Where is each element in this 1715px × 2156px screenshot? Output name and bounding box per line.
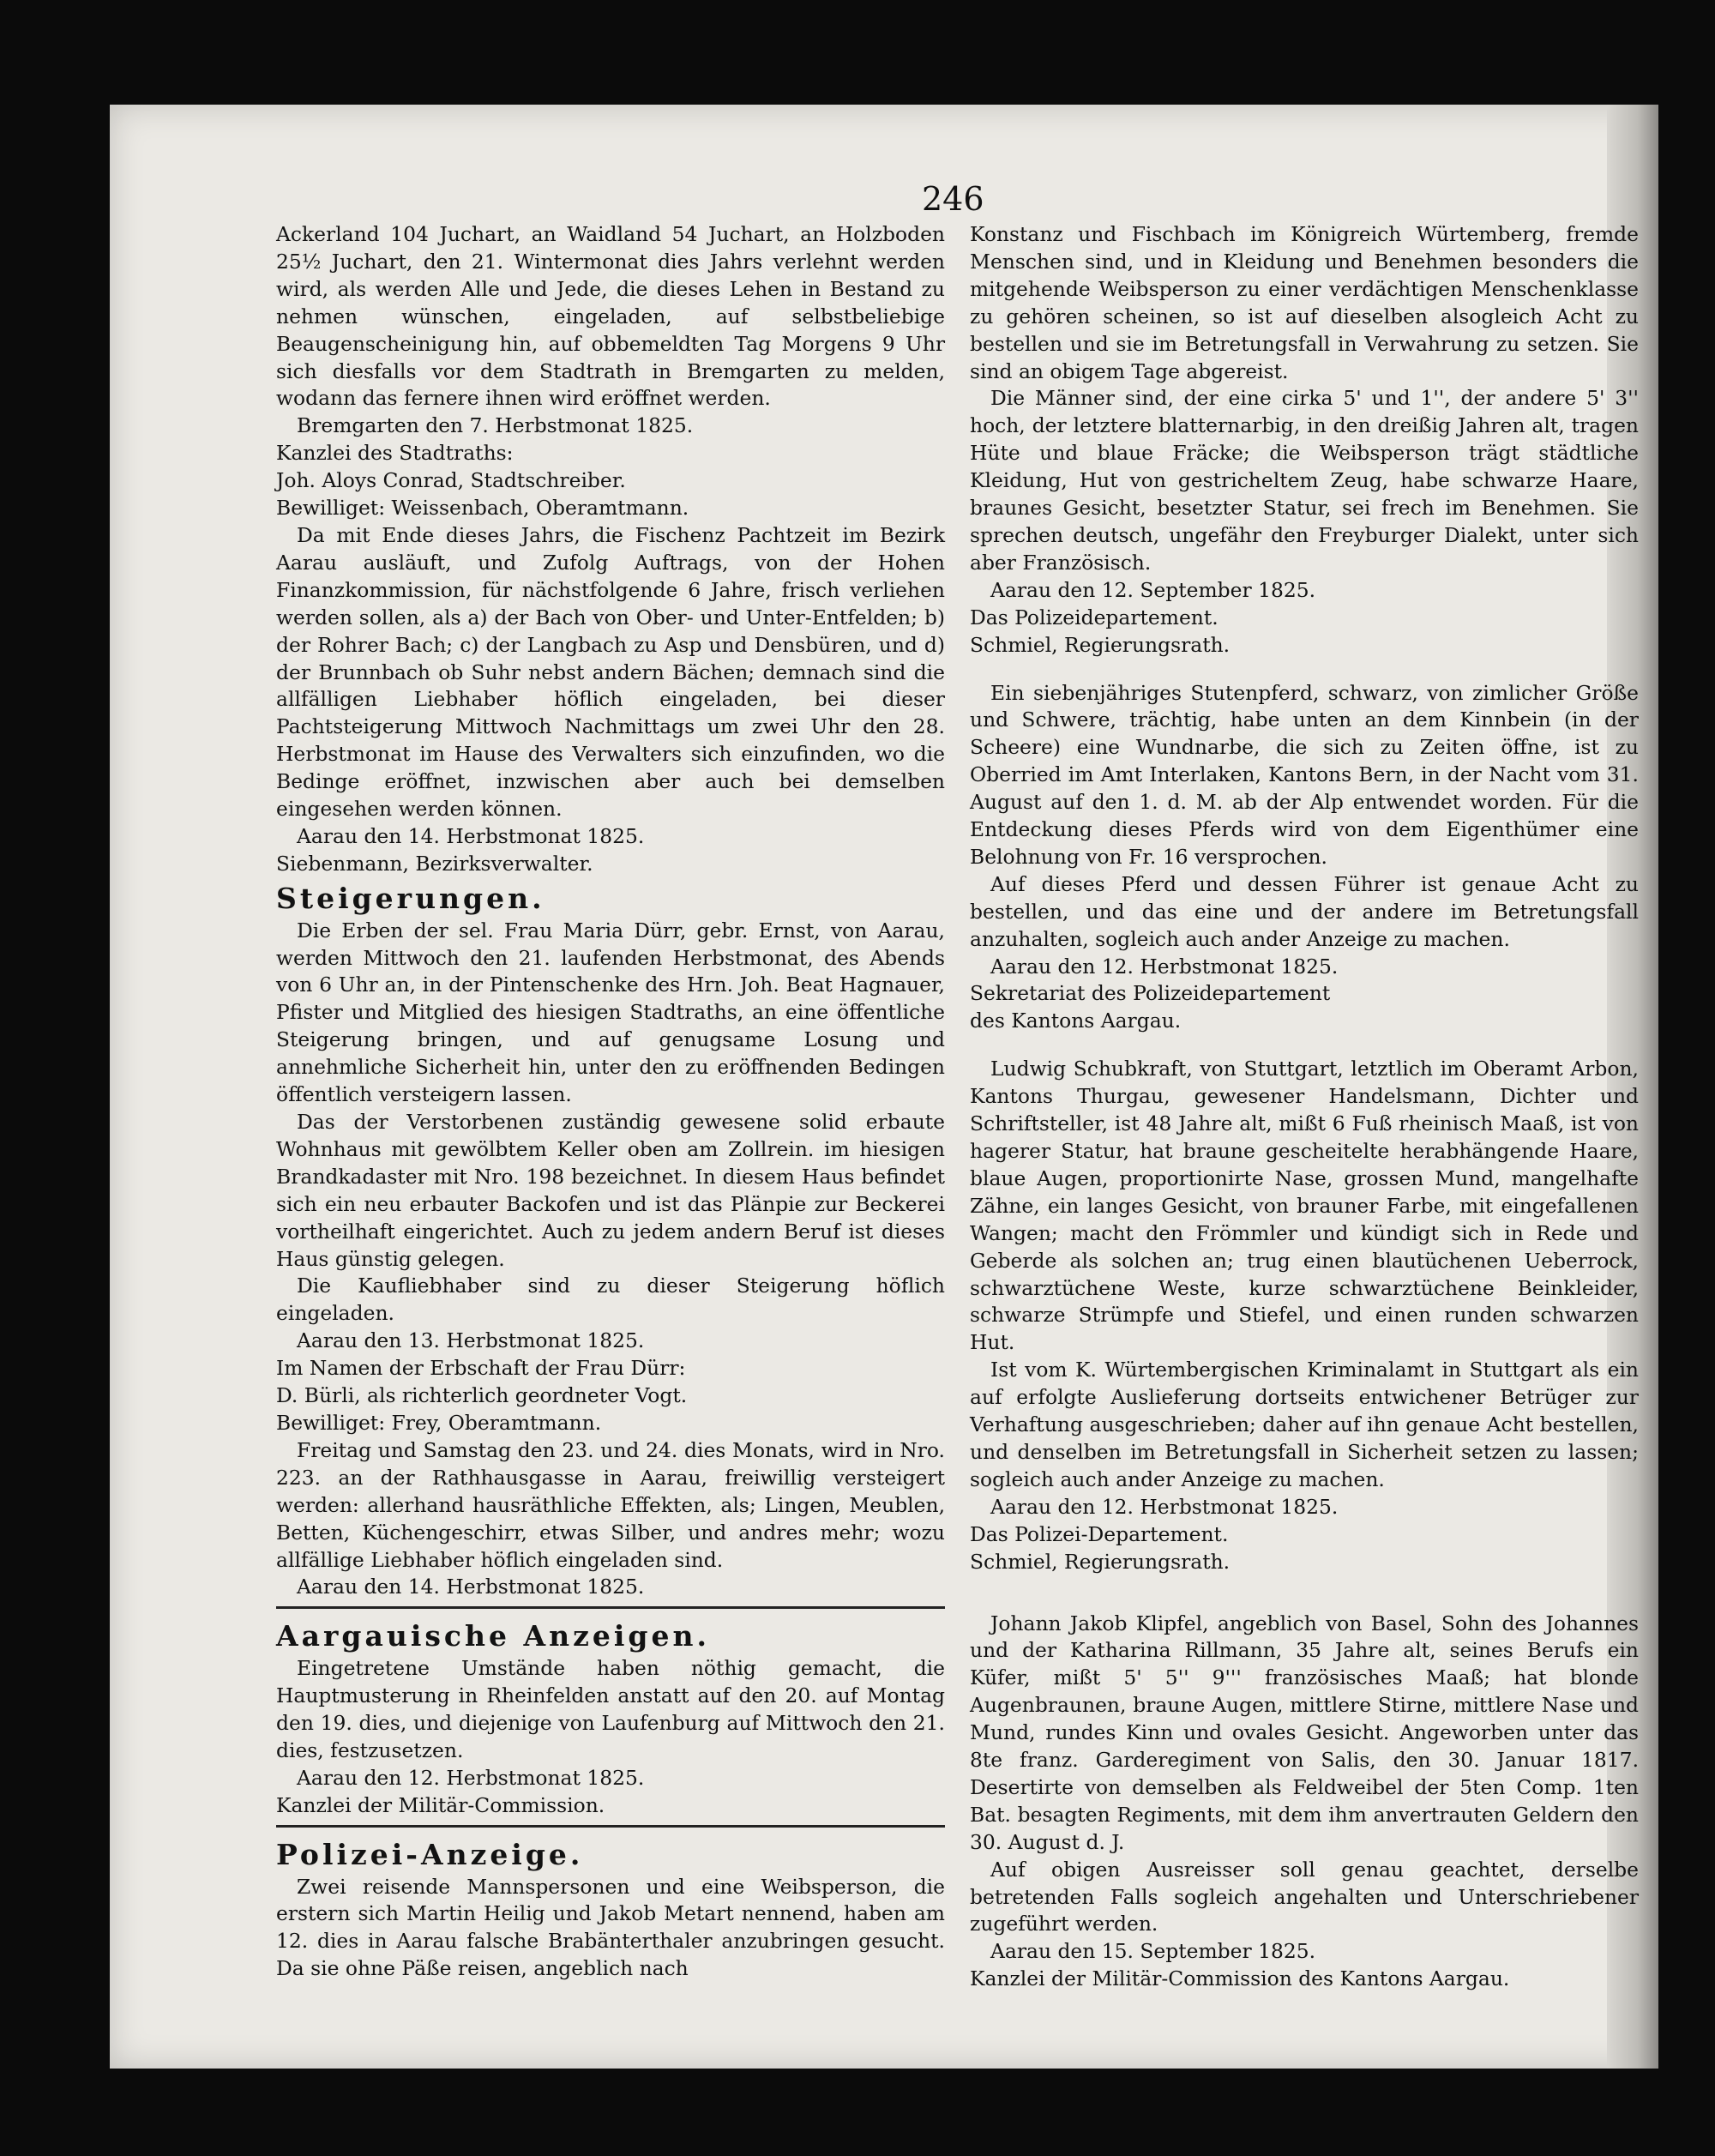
signature-line: Schmiel, Regierungsrath. [970,1549,1231,1574]
signature-line: Kanzlei der Militär-Commission. [276,1792,605,1817]
section-rule [276,1825,945,1828]
text-paragraph: Aarau den 15. September 1825. [990,1939,1316,1964]
signature-line: Siebenmann, Bezirksverwalter. [276,851,593,876]
section-heading: Steigerungen. [276,881,545,915]
spacer [970,659,1639,680]
right-column [970,221,1639,1993]
signature-line: D. Bürli, als richterlich geordneter Vogt. [276,1383,688,1408]
text-paragraph: Ist vom K. Würtembergischen Kriminalamt in Stuttgart als ein auf erfolgte Auslieferung dortseits entwichener Betrüger zur Verhaftung ausgeschrieben; daher auf ihn genaue Acht bestellen, und denselben im Betretungsfall in Sicherheit setzen zu lassen; sogleich auch ander Anzeige zu machen. [970,1358,1639,1491]
text-paragraph: Auf dieses Pferd und dessen Führer ist genaue Acht zu bestellen, und das eine und der andere im Betretungsfall anzuhalten, sogleich auch ander Anzeige zu machen. [970,871,1639,951]
text-paragraph: Aarau den 13. Herbstmonat 1825. [297,1328,645,1353]
section-heading: Polizei-Anzeige. [276,1837,584,1871]
text-paragraph: Bremgarten den 7. Herbstmonat 1825. [297,413,694,438]
left-column [276,221,945,1983]
text-paragraph: Die Männer sind, der eine cirka 5' und 1'', der andere 5' 3'' hoch, der letztere blatternarbig, in den dreißig Jahren alt, tragen Hüte und blaue Fräcke; die Weibsperson trägt städtliche Kleidung, Hut von gestricheltem Zeug, habe schwarze Haare, braunes Gesicht, besetzter Statur, sei frech im Benehmen. Sie sprechen deutsch, ungefähr den Freyburger Dialekt, unter sich aber Französisch. [970,386,1639,575]
text-paragraph: Ein siebenjähriges Stutenpferd, schwarz, von zimlicher Größe und Schwere, trächtig, habe unten an dem Kinnbein (in der Scheere) eine Wundnarbe, die sich zu Zeiten öffne, ist zu Oberried im Amt Interlaken, Kantons Bern, in der Nacht vom 31. August auf den 1. d. M. ab der Alp entwendet worden. Für die Entdeckung dieses Pferds wird von dem Eigenthümer eine Belohnung von Fr. 16 versprochen. [970,680,1639,869]
spacer [970,1576,1639,1611]
signature-line: des Kantons Aargau. [970,1009,1182,1033]
text-paragraph: Aarau den 12. September 1825. [990,577,1316,602]
signature-line: Schmiel, Regierungsrath. [970,632,1231,657]
signature-line: Kanzlei des Stadtraths: [276,441,514,466]
signature-line: Joh. Aloys Conrad, Stadtschreiber. [276,468,626,493]
section-heading: Aargauische Anzeigen. [276,1619,710,1653]
section-rule [276,1606,945,1609]
text-paragraph: Aarau den 12. Herbstmonat 1825. [990,1494,1339,1519]
signature-line: Sekretariat des Polizeidepartement [970,981,1331,1006]
text-paragraph: Aarau den 14. Herbstmonat 1825. [297,1575,645,1599]
text-paragraph: Eingetretene Umstände haben nöthig gemacht, die Hauptmusterung in Rheinfelden anstatt auf den 20. auf Montag den 19. dies, und diejenige von Laufenburg auf Mittwoch den 21. dies, festzusetzen. [276,1656,945,1762]
text-paragraph: Ludwig Schubkraft, von Stuttgart, letztlich im Oberamt Arbon, Kantons Thurgau, gewesener Handelsmann, Dichter und Schriftsteller, ist 48 Jahre alt, mißt 6 Fuß rheinisch Maaß, ist von hagerer Statur, hat braune gescheitelte herabhängende Haare, blaue Augen, proportionirte Nase, grossen Mund, mangelhafte Zähne, ein langes Gesicht, von brauner Farbe, mit eingefallenen Wangen; macht den Frömmler und kündigt sich in Rede und Geberde als solchen an; trug einen blautüchenen Ueberrock, schwarztüchene Weste, kurze schwarztüchene Beinkleider, schwarze Strümpfe und Stiefel, und einen runden schwarzen Hut. [970,1057,1639,1355]
text-paragraph: Freitag und Samstag den 23. und 24. dies Monats, wird in Nro. 223. an der Rathhausgasse in Aarau, freiwillig versteigert werden: allerhand hausräthliche Effekten, als; Lingen, Meublen, Betten, Küchengeschirr, etwas Silber, und andres mehr; wozu allfällige Liebhaber höflich eingeladen sind. [276,1437,945,1572]
text-paragraph: Ackerland 104 Juchart, an Waidland 54 Juchart, an Holzboden 25½ Juchart, den 21. Wintermonat dies Jahrs verlehnt werden wird, als werden Alle und Jede, die dieses Lehen in Bestand zu nehmen wünschen, eingeladen, auf selbstbeliebige Beaugenscheinigung hin, auf obbemeldten Tag Morgens 9 Uhr sich diesfalls vor dem Stadtrath in Bremgarten zu melden, wodann das fernere ihnen wird eröffnet werden. [276,222,945,411]
text-paragraph: Aarau den 14. Herbstmonat 1825. [297,823,645,848]
spacer [970,1035,1639,1056]
text-paragraph: Das der Verstorbenen zuständig gewesene solid erbaute Wohnhaus mit gewölbtem Keller oben am Zollrein. im hiesigen Brandkadaster mit Nro. 198 bezeichnet. In diesem Haus befindet sich ein neu erbauter Backofen und ist das Plänpie zur Beckerei vortheilhaft eingerichtet. Auch zu jedem andern Beruf ist dieses Haus günstig gelegen. [276,1110,945,1271]
signature-line: Das Polizeidepartement. [970,605,1219,629]
signature-line: Im Namen der Erbschaft der Frau Dürr: [276,1356,686,1381]
text-paragraph: Die Kaufliebhaber sind zu dieser Steigerung höflich eingeladen. [276,1274,945,1326]
signature-line: Kanzlei der Militär-Commission des Kantons Aargau. [970,1966,1510,1991]
text-paragraph: Konstanz und Fischbach im Königreich Würtemberg, fremde Menschen sind, und in Kleidung und Benehmen besonders die mitgehende Weibsperson zu einer verdächtigen Menschenklasse zu gehören scheinen, so ist auf dieselben alsogleich Acht zu bestellen und sie im Betretungsfall in Verwahrung zu setzen. Sie sind an obigem Tage abgereist. [970,222,1639,383]
page-number: 246 [922,180,984,218]
text-paragraph: Aarau den 12. Herbstmonat 1825. [990,954,1339,979]
text-paragraph: Auf obigen Ausreisser soll genau geachtet, derselbe betretenden Falls sogleich angehalten und Unterschriebener zugeführt werden. [970,1857,1639,1936]
text-paragraph: Bewilliget: Frey, Oberamtmann. [276,1410,602,1435]
signature-line: Das Polizei-Departement. [970,1521,1229,1546]
text-paragraph: Da mit Ende dieses Jahrs, die Fischenz Pachtzeit im Bezirk Aarau ausläuft, und Zufolg Auftrags, von der Hohen Finanzkommission, für nächstfolgende 6 Jahre, frisch verliehen werden sollen, als a) der Bach von Ober- und Unter-Entfelden; b) der Rohrer Bach; c) der Langbach zu Asp und Densbüren, und d) der Brunnbach ob Suhr nebst andern Bächen; demnach sind die allfälligen Liebhaber höflich eingeladen, bei dieser Pachtsteigerung Mittwoch Nachmittags um zwei Uhr den 28. Herbstmonat im Hause des Verwalters sich einzufinden, wo die Bedinge eröffnet, inzwischen aber auch bei demselben eingesehen werden können. [276,522,945,822]
text-paragraph: Zwei reisende Mannspersonen und eine Weibsperson, die erstern sich Martin Heilig und Jakob Metart nennend, haben am 12. dies in Aarau falsche Brabänterthaler anzubringen gesucht. Da sie ohne Päße reisen, angeblich nach [276,1874,945,1981]
text-paragraph: Die Erben der sel. Frau Maria Dürr, gebr. Ernst, von Aarau, werden Mittwoch den 21. laufenden Herbstmonat, des Abends von 6 Uhr an, in der Pintenschenke des Hrn. Joh. Beat Hagnauer, Pfister und Mitglied des hiesigen Stadtraths, an eine öffentliche Steigerung bringen, und auf genugsame Losung und annehmliche Sicherheit hin, unter den zu eröffnenden Bedingen öffentlich versteigern lassen. [276,918,945,1107]
text-paragraph: Bewilliget: Weissenbach, Oberamtmann. [276,496,689,521]
text-paragraph: Johann Jakob Klipfel, angeblich von Basel, Sohn des Johannes und der Katharina Rillmann, 35 Jahre alt, seines Berufs ein Küfer, mißt 5' 5'' 9''' französisches Maaß; hat blonde Augenbraunen, braune Augen, mittlere Stirne, mittlere Nase und Mund, rundes Kinn und ovales Gesicht. Angeworben unter das 8te franz. Garderegiment von Salis, den 30. Januar 1817. Desertirte von demselben als Feldweibel der 5ten Comp. 1ten Bat. besagten Regiments, mit dem ihm anvertrauten Geldern den 30. August d. J. [970,1611,1639,1854]
text-paragraph: Aarau den 12. Herbstmonat 1825. [297,1765,645,1790]
